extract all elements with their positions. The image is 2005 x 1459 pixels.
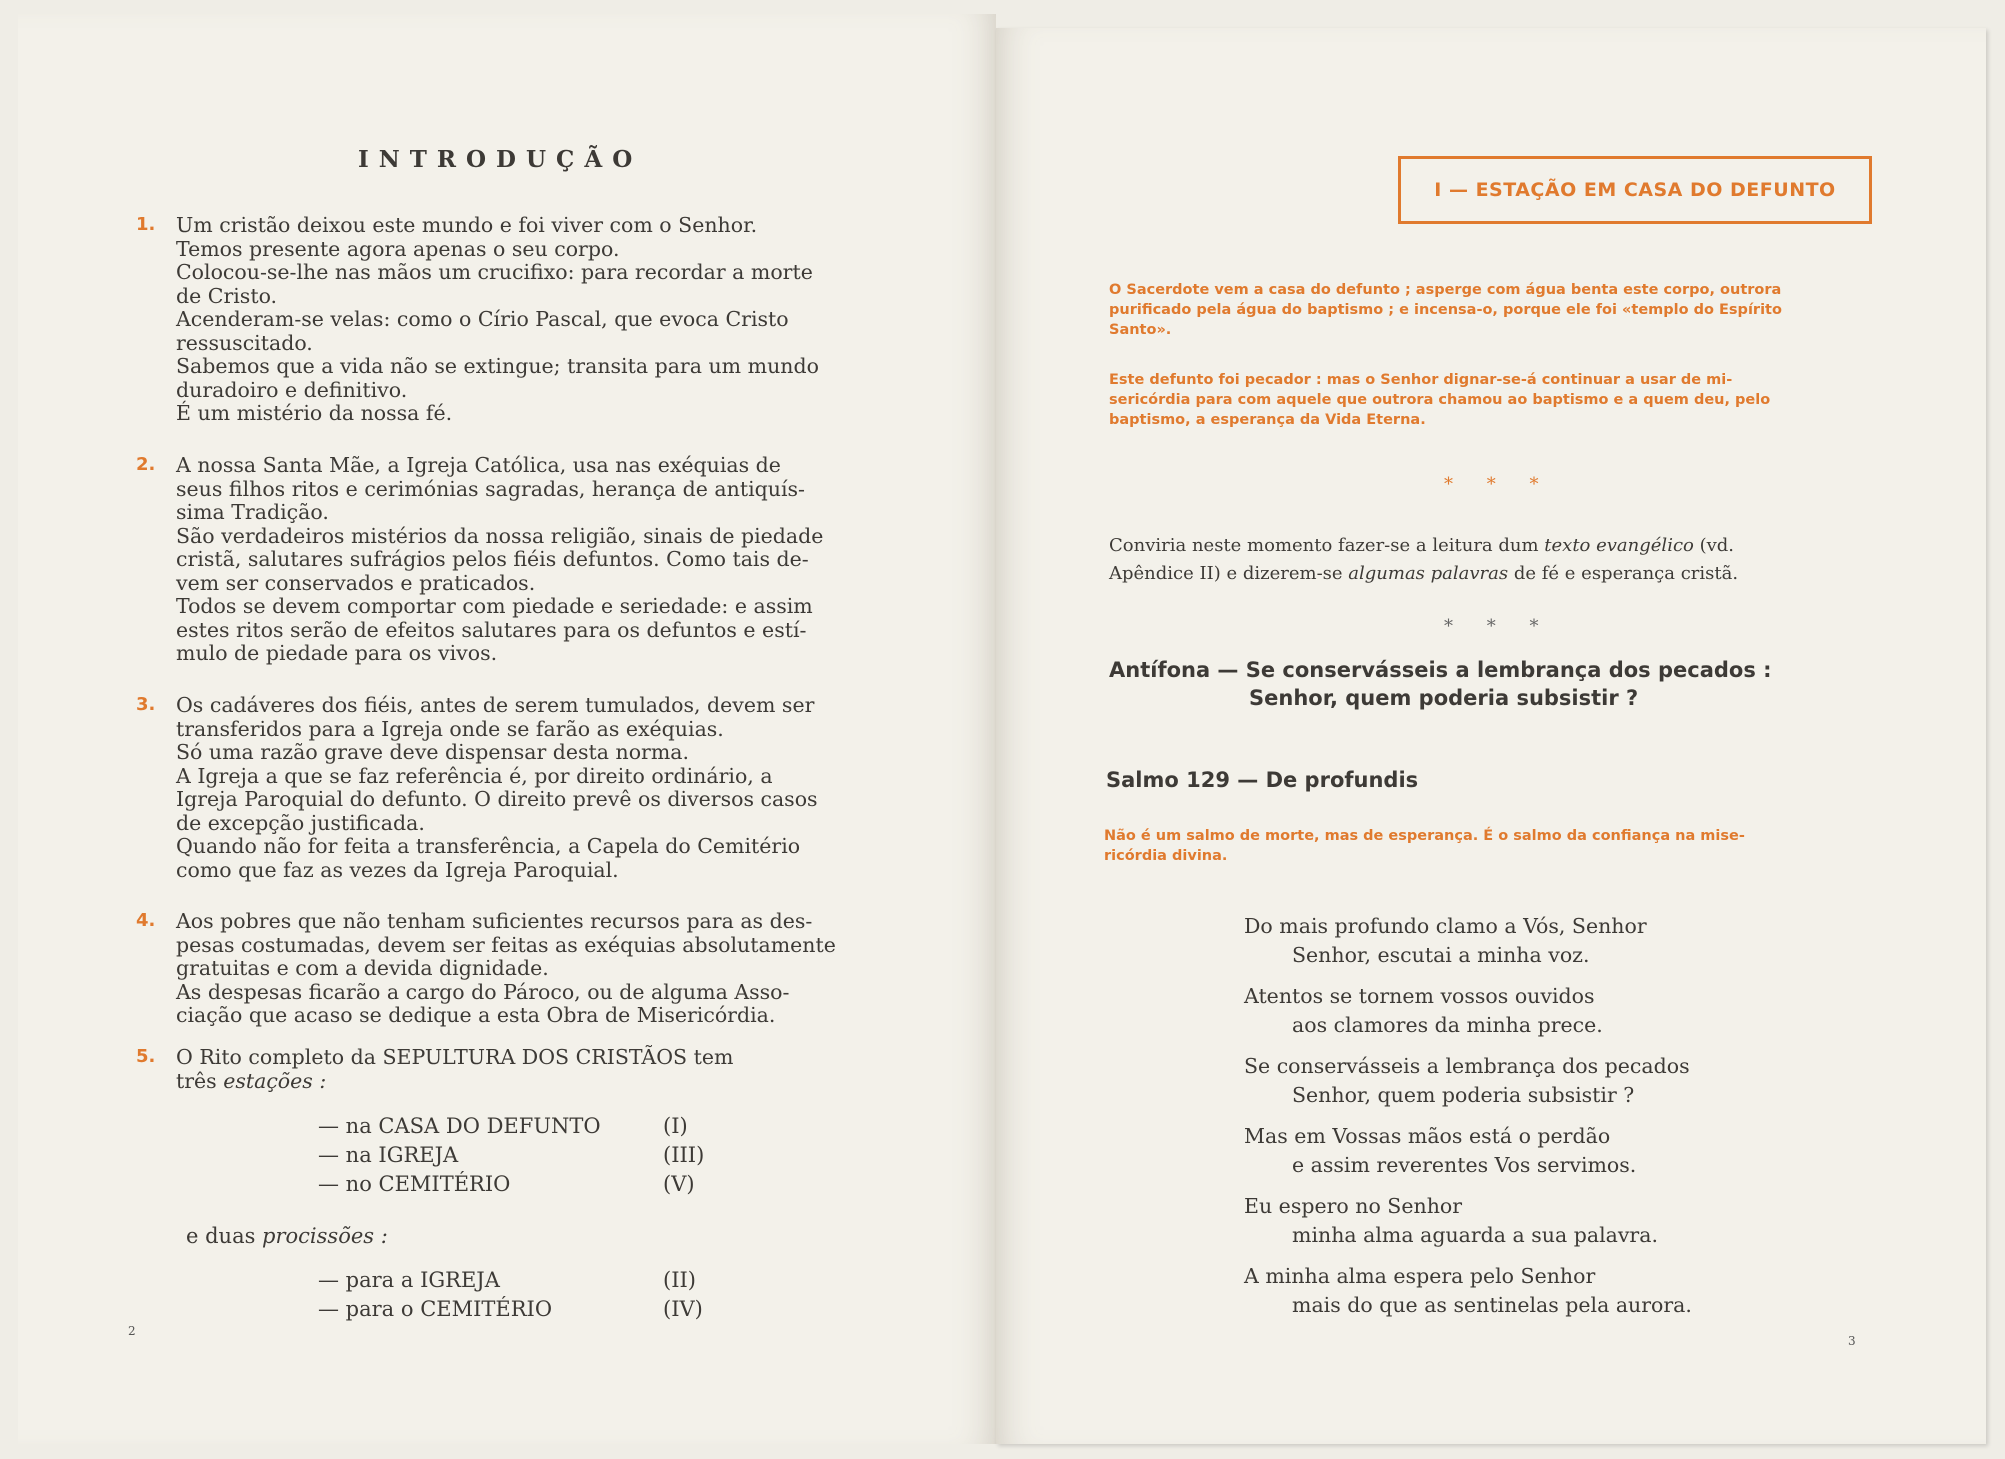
text-line: de Cristo. <box>176 283 278 308</box>
station-row <box>318 1141 705 1170</box>
psalm-verses <box>1244 912 1804 1332</box>
psalm-verse-line: A minha alma espera pelo Senhor <box>1244 1264 1596 1288</box>
text-line: A Igreja a que se faz referência é, por direito ordinário, a <box>176 763 773 788</box>
page-number: 2 <box>128 1324 136 1338</box>
text-line: Quando não for feita a transferência, a Capela do Cemitério <box>176 834 801 858</box>
text-line: Não é um salmo de morte, mas de esperança. É o salmo da confiança na mise- <box>1104 828 1745 844</box>
text-line: Aos pobres que não tenham suficientes recursos para as des- <box>176 909 813 933</box>
text-line: É um mistério da nossa fé. <box>176 401 453 425</box>
text-line: Igreja Paroquial do defunto. O direito prevê os diversos casos <box>176 787 818 811</box>
text-line: ricórdia divina. <box>1104 848 1228 864</box>
right-page <box>996 28 1986 1444</box>
text-line: Sabemos que a vida não se extingue; transita para um mundo <box>176 354 819 378</box>
text-line: ressuscitado. <box>176 330 313 355</box>
item-number: 1. <box>136 214 156 235</box>
text-line: pesas costumadas, devem ser feitas as exéquias absolutamente <box>176 932 836 957</box>
stations-list <box>318 1112 705 1199</box>
text-line: seus filhos ritos e cerimónias sagradas, herança de antiquís- <box>176 476 805 501</box>
text-line: Temos presente agora apenas o seu corpo. <box>176 236 620 261</box>
station-row <box>318 1170 695 1199</box>
reading-instruction <box>1109 532 1869 588</box>
reading-text: de fé e esperança cristã. <box>1508 563 1739 584</box>
text-line: vem ser conservados e praticados. <box>176 570 536 595</box>
text-line: O Sacerdote vem a casa do defunto ; asperge com água benta este corpo, outrora <box>1109 282 1782 298</box>
station-row <box>318 1112 688 1141</box>
psalm-verse-line: Eu espero no Senhor <box>1244 1194 1463 1218</box>
item5-line1: O Rito completo da SEPULTURA DOS CRISTÃOS tem <box>176 1045 734 1069</box>
text-line: Todos se devem comportar com piedade e seriedade: e assim <box>176 594 813 618</box>
left-page <box>18 14 996 1444</box>
processions-intro <box>186 1222 388 1251</box>
item-text <box>176 910 916 1028</box>
antiphon-line-1: Antífona — Se conservásseis a lembrança dos pecados : <box>1109 658 1772 682</box>
psalm-verse-line: Do mais profundo clamo a Vós, Senhor <box>1244 914 1647 938</box>
sinner-note <box>1109 370 1869 430</box>
item-text <box>176 694 916 882</box>
psalm-verse-line: Atentos se tornem vossos ouvidos <box>1244 984 1595 1008</box>
text-line: cristã, salutares sufrágios pelos fiéis defuntos. Como tais de- <box>176 547 809 571</box>
psalm-response-line: aos clamores da minha prece. <box>1292 1013 1603 1037</box>
reading-italic: algumas palavras <box>1348 563 1509 584</box>
text-line: Santo». <box>1109 322 1172 338</box>
processions-list <box>318 1266 703 1324</box>
psalm-stanza <box>1244 982 1804 1040</box>
psalm-response-line: e assim reverentes Vos servimos. <box>1292 1153 1637 1177</box>
text-line: como que faz as vezes da Igreja Paroquial. <box>176 857 619 882</box>
item5-line2-italic: estações : <box>223 1068 327 1093</box>
psalm-stanza <box>1244 1262 1804 1320</box>
text-line: São verdadeiros mistérios da nossa religião, sinais de piedade <box>176 523 824 548</box>
text-line: mulo de piedade para os vivos. <box>176 641 498 665</box>
section-divider-stars: * * * <box>1444 474 1553 495</box>
procession-row <box>318 1295 703 1324</box>
station-title-box: I — ESTAÇÃO EM CASA DO DEFUNTO <box>1398 156 1872 224</box>
item-number: 2. <box>136 454 156 475</box>
antiphon <box>1109 656 1772 712</box>
text-line: duradoiro e definitivo. <box>176 377 408 402</box>
psalm-verse-line: Se conservásseis a lembrança dos pecados <box>1244 1054 1690 1078</box>
reading-text: (vd. <box>1693 535 1735 556</box>
text-line: Os cadáveres dos fiéis, antes de serem tumulados, devem ser <box>176 693 815 717</box>
page-number: 3 <box>1848 1334 1856 1348</box>
page-title: INTRODUÇÃO <box>358 146 643 173</box>
station-label: — na IGREJA <box>318 1143 459 1167</box>
antiphon-line-2: Senhor, quem poderia subsistir ? <box>1249 686 1639 710</box>
processions-prefix: e duas <box>186 1224 263 1248</box>
item5-line2-prefix: três <box>176 1068 224 1093</box>
text-line: Este defunto foi pecador : mas o Senhor dignar-se-á continuar a usar de mi- <box>1109 372 1733 388</box>
item-number: 5. <box>136 1046 156 1067</box>
text-line: ciação que acaso se dedique a esta Obra de Misericórdia. <box>176 1003 776 1027</box>
reading-text: Apêndice II) e dizerem-se <box>1109 563 1349 584</box>
psalm-response-line: Senhor, escutai a minha voz. <box>1292 943 1590 967</box>
procession-code: (IV) <box>663 1297 703 1321</box>
text-line: estes ritos serão de efeitos salutares para os defuntos e estí- <box>176 617 807 642</box>
text-line: As despesas ficarão a cargo do Pároco, ou de alguma Asso- <box>176 979 790 1004</box>
procession-code: (II) <box>663 1268 696 1292</box>
station-label: — na CASA DO DEFUNTO <box>318 1114 601 1138</box>
station-code: (V) <box>663 1172 695 1196</box>
item-text <box>176 1046 916 1093</box>
text-line: Só uma razão grave deve dispensar desta norma. <box>176 740 690 764</box>
procession-label: — para a IGREJA <box>318 1268 500 1292</box>
psalm-stanza <box>1244 912 1804 970</box>
text-line: A nossa Santa Mãe, a Igreja Católica, usa nas exéquias de <box>176 453 781 477</box>
item-number: 3. <box>136 694 156 715</box>
station-label: — no CEMITÉRIO <box>318 1172 511 1196</box>
reading-text: Conviria neste momento fazer-se a leitura dum <box>1109 535 1545 556</box>
processions-italic: procissões : <box>262 1224 388 1248</box>
psalm-response-line: mais do que as sentinelas pela aurora. <box>1292 1293 1692 1317</box>
psalm-stanza <box>1244 1192 1804 1250</box>
psalm-stanza <box>1244 1052 1804 1110</box>
text-line: baptismo, a esperança da Vida Eterna. <box>1109 412 1426 428</box>
text-line: Um cristão deixou este mundo e foi viver com o Senhor. <box>176 213 758 237</box>
psalm-title: Salmo 129 — De profundis <box>1106 768 1419 792</box>
section-divider-stars: * * * <box>1444 616 1553 637</box>
procession-row <box>318 1266 696 1295</box>
text-line: Colocou-se-lhe nas mãos um crucifixo: para recordar a morte <box>176 260 813 284</box>
text-line: transferidos para a Igreja onde se farão as exéquias. <box>176 716 724 741</box>
psalm-response-line: minha alma aguarda a sua palavra. <box>1292 1223 1658 1247</box>
item-number: 4. <box>136 910 156 931</box>
text-line: sima Tradição. <box>176 500 329 524</box>
psalm-stanza <box>1244 1122 1804 1180</box>
psalm-verse-line: Mas em Vossas mãos está o perdão <box>1244 1124 1611 1148</box>
psalm-response-line: Senhor, quem poderia subsistir ? <box>1292 1083 1635 1107</box>
station-code: (I) <box>663 1114 688 1138</box>
text-line: Acenderam-se velas: como o Círio Pascal, que evoca Cristo <box>176 307 789 331</box>
text-line: de excepção justificada. <box>176 810 425 835</box>
psalm-note <box>1104 826 1864 866</box>
reading-italic: texto evangélico <box>1544 535 1694 556</box>
text-line: gratuitas e com a devida dignidade. <box>176 956 549 980</box>
item-text <box>176 454 916 666</box>
procession-label: — para o CEMITÉRIO <box>318 1297 553 1321</box>
item-text <box>176 214 916 426</box>
text-line: purificado pela água do baptismo ; e incensa-o, porque ele foi «templo do Espírito <box>1109 302 1782 318</box>
station-code: (III) <box>663 1143 705 1167</box>
text-line: sericórdia para com aquele que outrora chamou ao baptismo e a quem deu, pelo <box>1109 392 1771 408</box>
priest-note <box>1109 280 1869 340</box>
